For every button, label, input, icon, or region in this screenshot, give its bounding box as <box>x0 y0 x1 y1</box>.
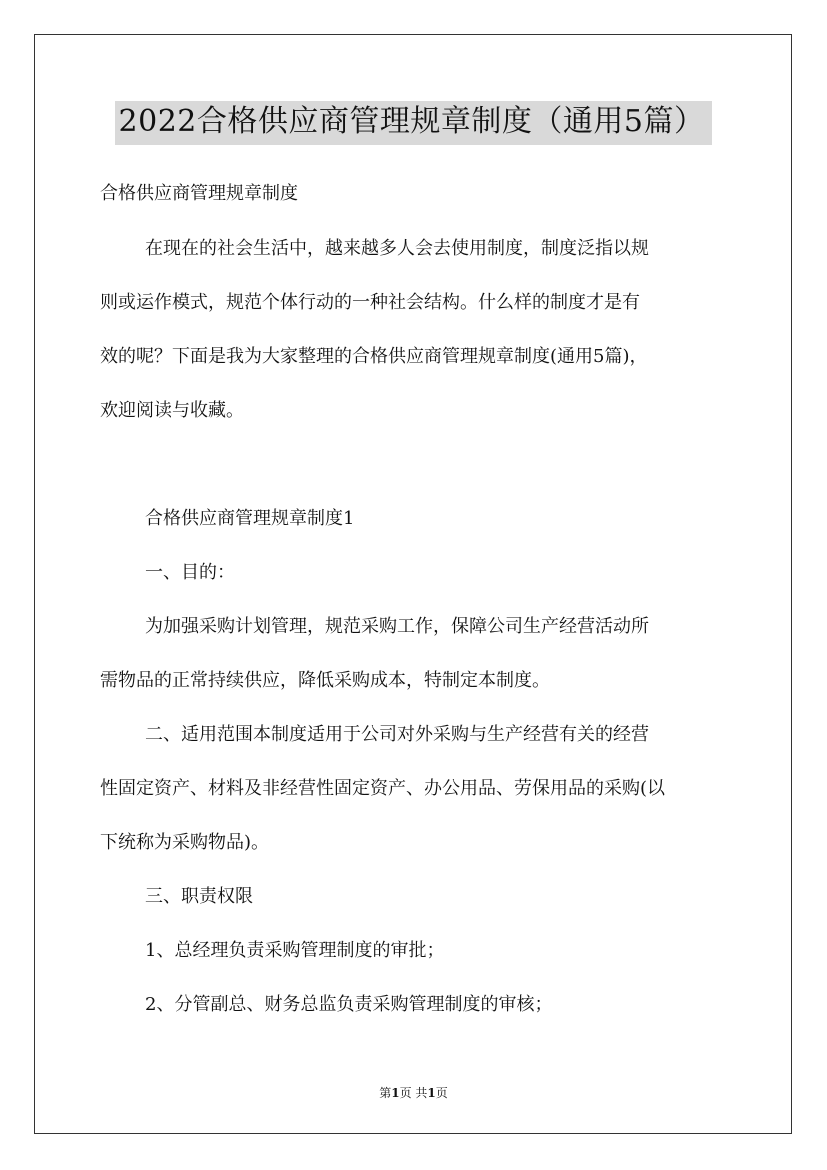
intro-line-1: 在现在的社会生活中，越来越多人会去使用制度，制度泛指以规 <box>145 238 649 259</box>
footer-page-total: 1 <box>427 1086 436 1100</box>
title-container <box>0 101 827 145</box>
item3-point-1: 1、总经理负责采购管理制度的审批； <box>145 940 445 961</box>
document-title: 2022合格供应商管理规章制度（通用5篇） <box>115 101 713 145</box>
intro-line-3: 效的呢？下面是我为大家整理的合格供应商管理规章制度(通用5篇)， <box>100 346 648 367</box>
intro-line-2: 则或运作模式，规范个体行动的一种社会结构。什么样的制度才是有 <box>100 292 640 313</box>
item1-line-2: 需物品的正常持续供应，降低采购成本，特制定本制度。 <box>100 670 550 691</box>
document-subtitle: 合格供应商管理规章制度 <box>100 183 298 204</box>
intro-line-4: 欢迎阅读与收藏。 <box>100 400 244 421</box>
item2-line-3: 下统称为采购物品)。 <box>100 832 270 853</box>
item2-line-1: 二、适用范围本制度适用于公司对外采购与生产经营有关的经营 <box>145 724 649 745</box>
footer-page-prefix: 第 <box>379 1086 392 1100</box>
footer-page-current: 1 <box>391 1086 400 1100</box>
item3-point-2: 2、分管副总、财务总监负责采购管理制度的审核； <box>145 994 553 1015</box>
item1-heading: 一、目的： <box>145 562 235 583</box>
item2-line-2: 性固定资产、材料及非经营性固定资产、办公用品、劳保用品的采购(以 <box>100 778 666 799</box>
page-footer <box>0 1085 827 1101</box>
section-title: 合格供应商管理规章制度1 <box>145 508 355 529</box>
item1-line-1: 为加强采购计划管理，规范采购工作，保障公司生产经营活动所 <box>145 616 649 637</box>
footer-page-mid: 页 共 <box>399 1086 428 1100</box>
footer-page-suffix: 页 <box>435 1086 448 1100</box>
item3-heading: 三、职责权限 <box>145 886 253 907</box>
